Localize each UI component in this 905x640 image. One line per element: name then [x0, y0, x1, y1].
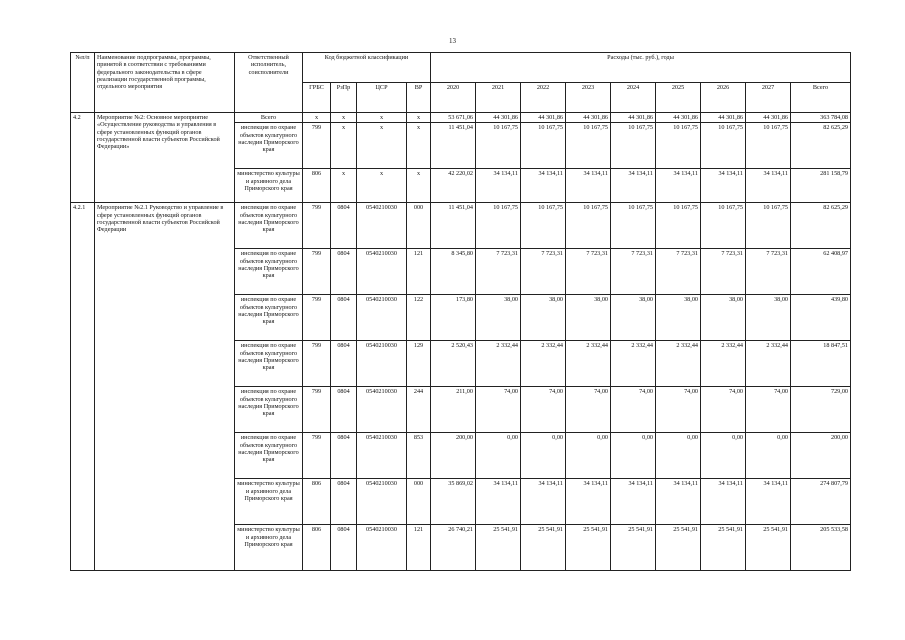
year-value-cell: 10 167,75: [746, 203, 791, 249]
vr-cell: x: [407, 169, 431, 203]
executor-cell: министерство культуры и архивного дела Приморского края: [235, 479, 303, 525]
csr-cell: 0540210030: [357, 387, 407, 433]
header-year: 2020: [431, 83, 476, 113]
executor-cell: инспекция по охране объектов культурного наследия Приморского края: [235, 295, 303, 341]
vr-cell: 853: [407, 433, 431, 479]
year-value-cell: 74,00: [656, 387, 701, 433]
header-year: 2021: [476, 83, 521, 113]
page-number: 13: [449, 37, 456, 45]
csr-cell: 0540210030: [357, 479, 407, 525]
grbs-cell: 799: [303, 123, 331, 169]
year-value-cell: 0,00: [611, 433, 656, 479]
year-value-cell: 34 134,11: [566, 479, 611, 525]
year-value-cell: 25 541,91: [746, 525, 791, 571]
header-year: 2027: [746, 83, 791, 113]
header-csr: ЦСР: [357, 83, 407, 113]
csr-cell: 0540210030: [357, 249, 407, 295]
year-value-cell: 38,00: [701, 295, 746, 341]
vr-cell: x: [407, 113, 431, 123]
budget-table: [70, 52, 851, 571]
total-value-cell: 82 625,29: [791, 123, 851, 169]
vr-cell: x: [407, 123, 431, 169]
year-value-cell: 2 332,44: [701, 341, 746, 387]
year-value-cell: 11 451,04: [431, 203, 476, 249]
year-value-cell: 74,00: [611, 387, 656, 433]
year-value-cell: 38,00: [521, 295, 566, 341]
total-value-cell: 363 784,08: [791, 113, 851, 123]
year-value-cell: 7 723,31: [521, 249, 566, 295]
year-value-cell: 173,80: [431, 295, 476, 341]
executor-cell: министерство культуры и архивного дела Приморского края: [235, 525, 303, 571]
year-value-cell: 10 167,75: [566, 123, 611, 169]
grbs-cell: 799: [303, 341, 331, 387]
year-value-cell: 0,00: [566, 433, 611, 479]
year-value-cell: 44 301,86: [701, 113, 746, 123]
year-value-cell: 44 301,86: [476, 113, 521, 123]
grbs-cell: 799: [303, 387, 331, 433]
rzpr-cell: 0804: [331, 295, 357, 341]
year-value-cell: 10 167,75: [476, 123, 521, 169]
item-name: Мероприятие №2: Основное мероприятие «Осуществление руководства и управления в сфере установленных функций органов государственной власти субъектов Российской Федерации»: [95, 113, 235, 203]
rzpr-cell: x: [331, 169, 357, 203]
grbs-cell: 806: [303, 479, 331, 525]
year-value-cell: 74,00: [476, 387, 521, 433]
year-value-cell: 10 167,75: [566, 203, 611, 249]
total-value-cell: 281 158,79: [791, 169, 851, 203]
header-total: Всего: [791, 83, 851, 113]
year-value-cell: 10 167,75: [521, 123, 566, 169]
year-value-cell: 10 167,75: [701, 203, 746, 249]
year-value-cell: 34 134,11: [476, 479, 521, 525]
year-value-cell: 10 167,75: [701, 123, 746, 169]
year-value-cell: 25 541,91: [611, 525, 656, 571]
header-expenses: Расходы (тыс. руб.), годы: [431, 53, 851, 83]
year-value-cell: 0,00: [701, 433, 746, 479]
rzpr-cell: x: [331, 113, 357, 123]
csr-cell: 0540210030: [357, 525, 407, 571]
year-value-cell: 38,00: [611, 295, 656, 341]
year-value-cell: 74,00: [566, 387, 611, 433]
year-value-cell: 0,00: [521, 433, 566, 479]
year-value-cell: 34 134,11: [656, 479, 701, 525]
executor-cell: инспекция по охране объектов культурного наследия Приморского края: [235, 433, 303, 479]
year-value-cell: 200,00: [431, 433, 476, 479]
year-value-cell: 2 520,43: [431, 341, 476, 387]
header-executor: Ответственный исполнитель, соисполнители: [235, 53, 303, 113]
year-value-cell: 44 301,86: [746, 113, 791, 123]
rzpr-cell: 0804: [331, 249, 357, 295]
year-value-cell: 10 167,75: [656, 123, 701, 169]
header-name: Наименование подпрограммы, программы, принятой в соответствии с требованиями федерального законодательства в сфере реализации государственной программы, отдельного мероприятия: [95, 53, 235, 113]
header-year: 2026: [701, 83, 746, 113]
vr-cell: 129: [407, 341, 431, 387]
total-value-cell: 82 625,29: [791, 203, 851, 249]
year-value-cell: 11 451,04: [431, 123, 476, 169]
csr-cell: x: [357, 123, 407, 169]
csr-cell: 0540210030: [357, 433, 407, 479]
grbs-cell: x: [303, 113, 331, 123]
year-value-cell: 8 345,80: [431, 249, 476, 295]
header-rzpr: РзПр: [331, 83, 357, 113]
year-value-cell: 10 167,75: [521, 203, 566, 249]
vr-cell: 121: [407, 249, 431, 295]
total-value-cell: 18 847,51: [791, 341, 851, 387]
csr-cell: x: [357, 169, 407, 203]
year-value-cell: 44 301,86: [611, 113, 656, 123]
year-value-cell: 34 134,11: [611, 479, 656, 525]
year-value-cell: 211,00: [431, 387, 476, 433]
table-row: [71, 113, 851, 123]
year-value-cell: 2 332,44: [521, 341, 566, 387]
rzpr-cell: 0804: [331, 479, 357, 525]
year-value-cell: 10 167,75: [611, 123, 656, 169]
year-value-cell: 34 134,11: [746, 479, 791, 525]
year-value-cell: 34 134,11: [476, 169, 521, 203]
vr-cell: 122: [407, 295, 431, 341]
year-value-cell: 38,00: [476, 295, 521, 341]
year-value-cell: 53 671,06: [431, 113, 476, 123]
item-name: Мероприятие №2.1 Руководство и управление в сфере установленных функций органов государственной власти субъектов Российской Федерации: [95, 203, 235, 571]
grbs-cell: 806: [303, 525, 331, 571]
executor-cell: инспекция по охране объектов культурного наследия Приморского края: [235, 387, 303, 433]
header-num: №п/п: [71, 53, 95, 113]
total-value-cell: 729,00: [791, 387, 851, 433]
year-value-cell: 7 723,31: [476, 249, 521, 295]
year-value-cell: 44 301,86: [521, 113, 566, 123]
header-year: 2024: [611, 83, 656, 113]
csr-cell: 0540210030: [357, 203, 407, 249]
year-value-cell: 74,00: [521, 387, 566, 433]
year-value-cell: 74,00: [701, 387, 746, 433]
year-value-cell: 0,00: [656, 433, 701, 479]
header-year: 2022: [521, 83, 566, 113]
executor-cell: Всего: [235, 113, 303, 123]
grbs-cell: 799: [303, 203, 331, 249]
rzpr-cell: x: [331, 123, 357, 169]
executor-cell: министерство культуры и архивного дела Приморского края: [235, 169, 303, 203]
year-value-cell: 44 301,86: [566, 113, 611, 123]
table-body: [71, 113, 851, 571]
table-row: [71, 203, 851, 249]
year-value-cell: 2 332,44: [656, 341, 701, 387]
csr-cell: x: [357, 113, 407, 123]
item-number: 4.2: [71, 113, 95, 203]
year-value-cell: 38,00: [566, 295, 611, 341]
rzpr-cell: 0804: [331, 387, 357, 433]
year-value-cell: 10 167,75: [746, 123, 791, 169]
header-year: 2025: [656, 83, 701, 113]
year-value-cell: 25 541,91: [566, 525, 611, 571]
year-value-cell: 10 167,75: [656, 203, 701, 249]
year-value-cell: 2 332,44: [566, 341, 611, 387]
year-value-cell: 25 541,91: [656, 525, 701, 571]
header-vr: ВР: [407, 83, 431, 113]
year-value-cell: 2 332,44: [476, 341, 521, 387]
year-value-cell: 44 301,86: [656, 113, 701, 123]
csr-cell: 0540210030: [357, 295, 407, 341]
year-value-cell: 34 134,11: [701, 169, 746, 203]
year-value-cell: 34 134,11: [611, 169, 656, 203]
year-value-cell: 25 541,91: [521, 525, 566, 571]
total-value-cell: 439,80: [791, 295, 851, 341]
year-value-cell: 0,00: [476, 433, 521, 479]
year-value-cell: 25 541,91: [476, 525, 521, 571]
total-value-cell: 200,00: [791, 433, 851, 479]
grbs-cell: 806: [303, 169, 331, 203]
year-value-cell: 34 134,11: [746, 169, 791, 203]
year-value-cell: 35 869,02: [431, 479, 476, 525]
year-value-cell: 34 134,11: [656, 169, 701, 203]
year-value-cell: 7 723,31: [566, 249, 611, 295]
executor-cell: инспекция по охране объектов культурного наследия Приморского края: [235, 123, 303, 169]
year-value-cell: 2 332,44: [611, 341, 656, 387]
total-value-cell: 274 807,79: [791, 479, 851, 525]
year-value-cell: 26 740,21: [431, 525, 476, 571]
header-budget-code: Код бюджетной классификации: [303, 53, 431, 83]
rzpr-cell: 0804: [331, 525, 357, 571]
year-value-cell: 10 167,75: [611, 203, 656, 249]
item-number: 4.2.1: [71, 203, 95, 571]
vr-cell: 121: [407, 525, 431, 571]
total-value-cell: 205 533,58: [791, 525, 851, 571]
rzpr-cell: 0804: [331, 341, 357, 387]
total-value-cell: 62 408,97: [791, 249, 851, 295]
year-value-cell: 34 134,11: [521, 169, 566, 203]
executor-cell: инспекция по охране объектов культурного наследия Приморского края: [235, 341, 303, 387]
executor-cell: инспекция по охране объектов культурного наследия Приморского края: [235, 203, 303, 249]
grbs-cell: 799: [303, 295, 331, 341]
csr-cell: 0540210030: [357, 341, 407, 387]
grbs-cell: 799: [303, 433, 331, 479]
year-value-cell: 42 220,02: [431, 169, 476, 203]
year-value-cell: 34 134,11: [701, 479, 746, 525]
year-value-cell: 7 723,31: [611, 249, 656, 295]
rzpr-cell: 0804: [331, 433, 357, 479]
rzpr-cell: 0804: [331, 203, 357, 249]
year-value-cell: 38,00: [656, 295, 701, 341]
executor-cell: инспекция по охране объектов культурного наследия Приморского края: [235, 249, 303, 295]
year-value-cell: 34 134,11: [521, 479, 566, 525]
year-value-cell: 7 723,31: [746, 249, 791, 295]
year-value-cell: 2 332,44: [746, 341, 791, 387]
year-value-cell: 38,00: [746, 295, 791, 341]
year-value-cell: 74,00: [746, 387, 791, 433]
header-grbs: ГРБС: [303, 83, 331, 113]
year-value-cell: 7 723,31: [656, 249, 701, 295]
year-value-cell: 7 723,31: [701, 249, 746, 295]
vr-cell: 244: [407, 387, 431, 433]
year-value-cell: 25 541,91: [701, 525, 746, 571]
header-year: 2023: [566, 83, 611, 113]
year-value-cell: 10 167,75: [476, 203, 521, 249]
vr-cell: 000: [407, 203, 431, 249]
year-value-cell: 34 134,11: [566, 169, 611, 203]
grbs-cell: 799: [303, 249, 331, 295]
year-value-cell: 0,00: [746, 433, 791, 479]
vr-cell: 000: [407, 479, 431, 525]
